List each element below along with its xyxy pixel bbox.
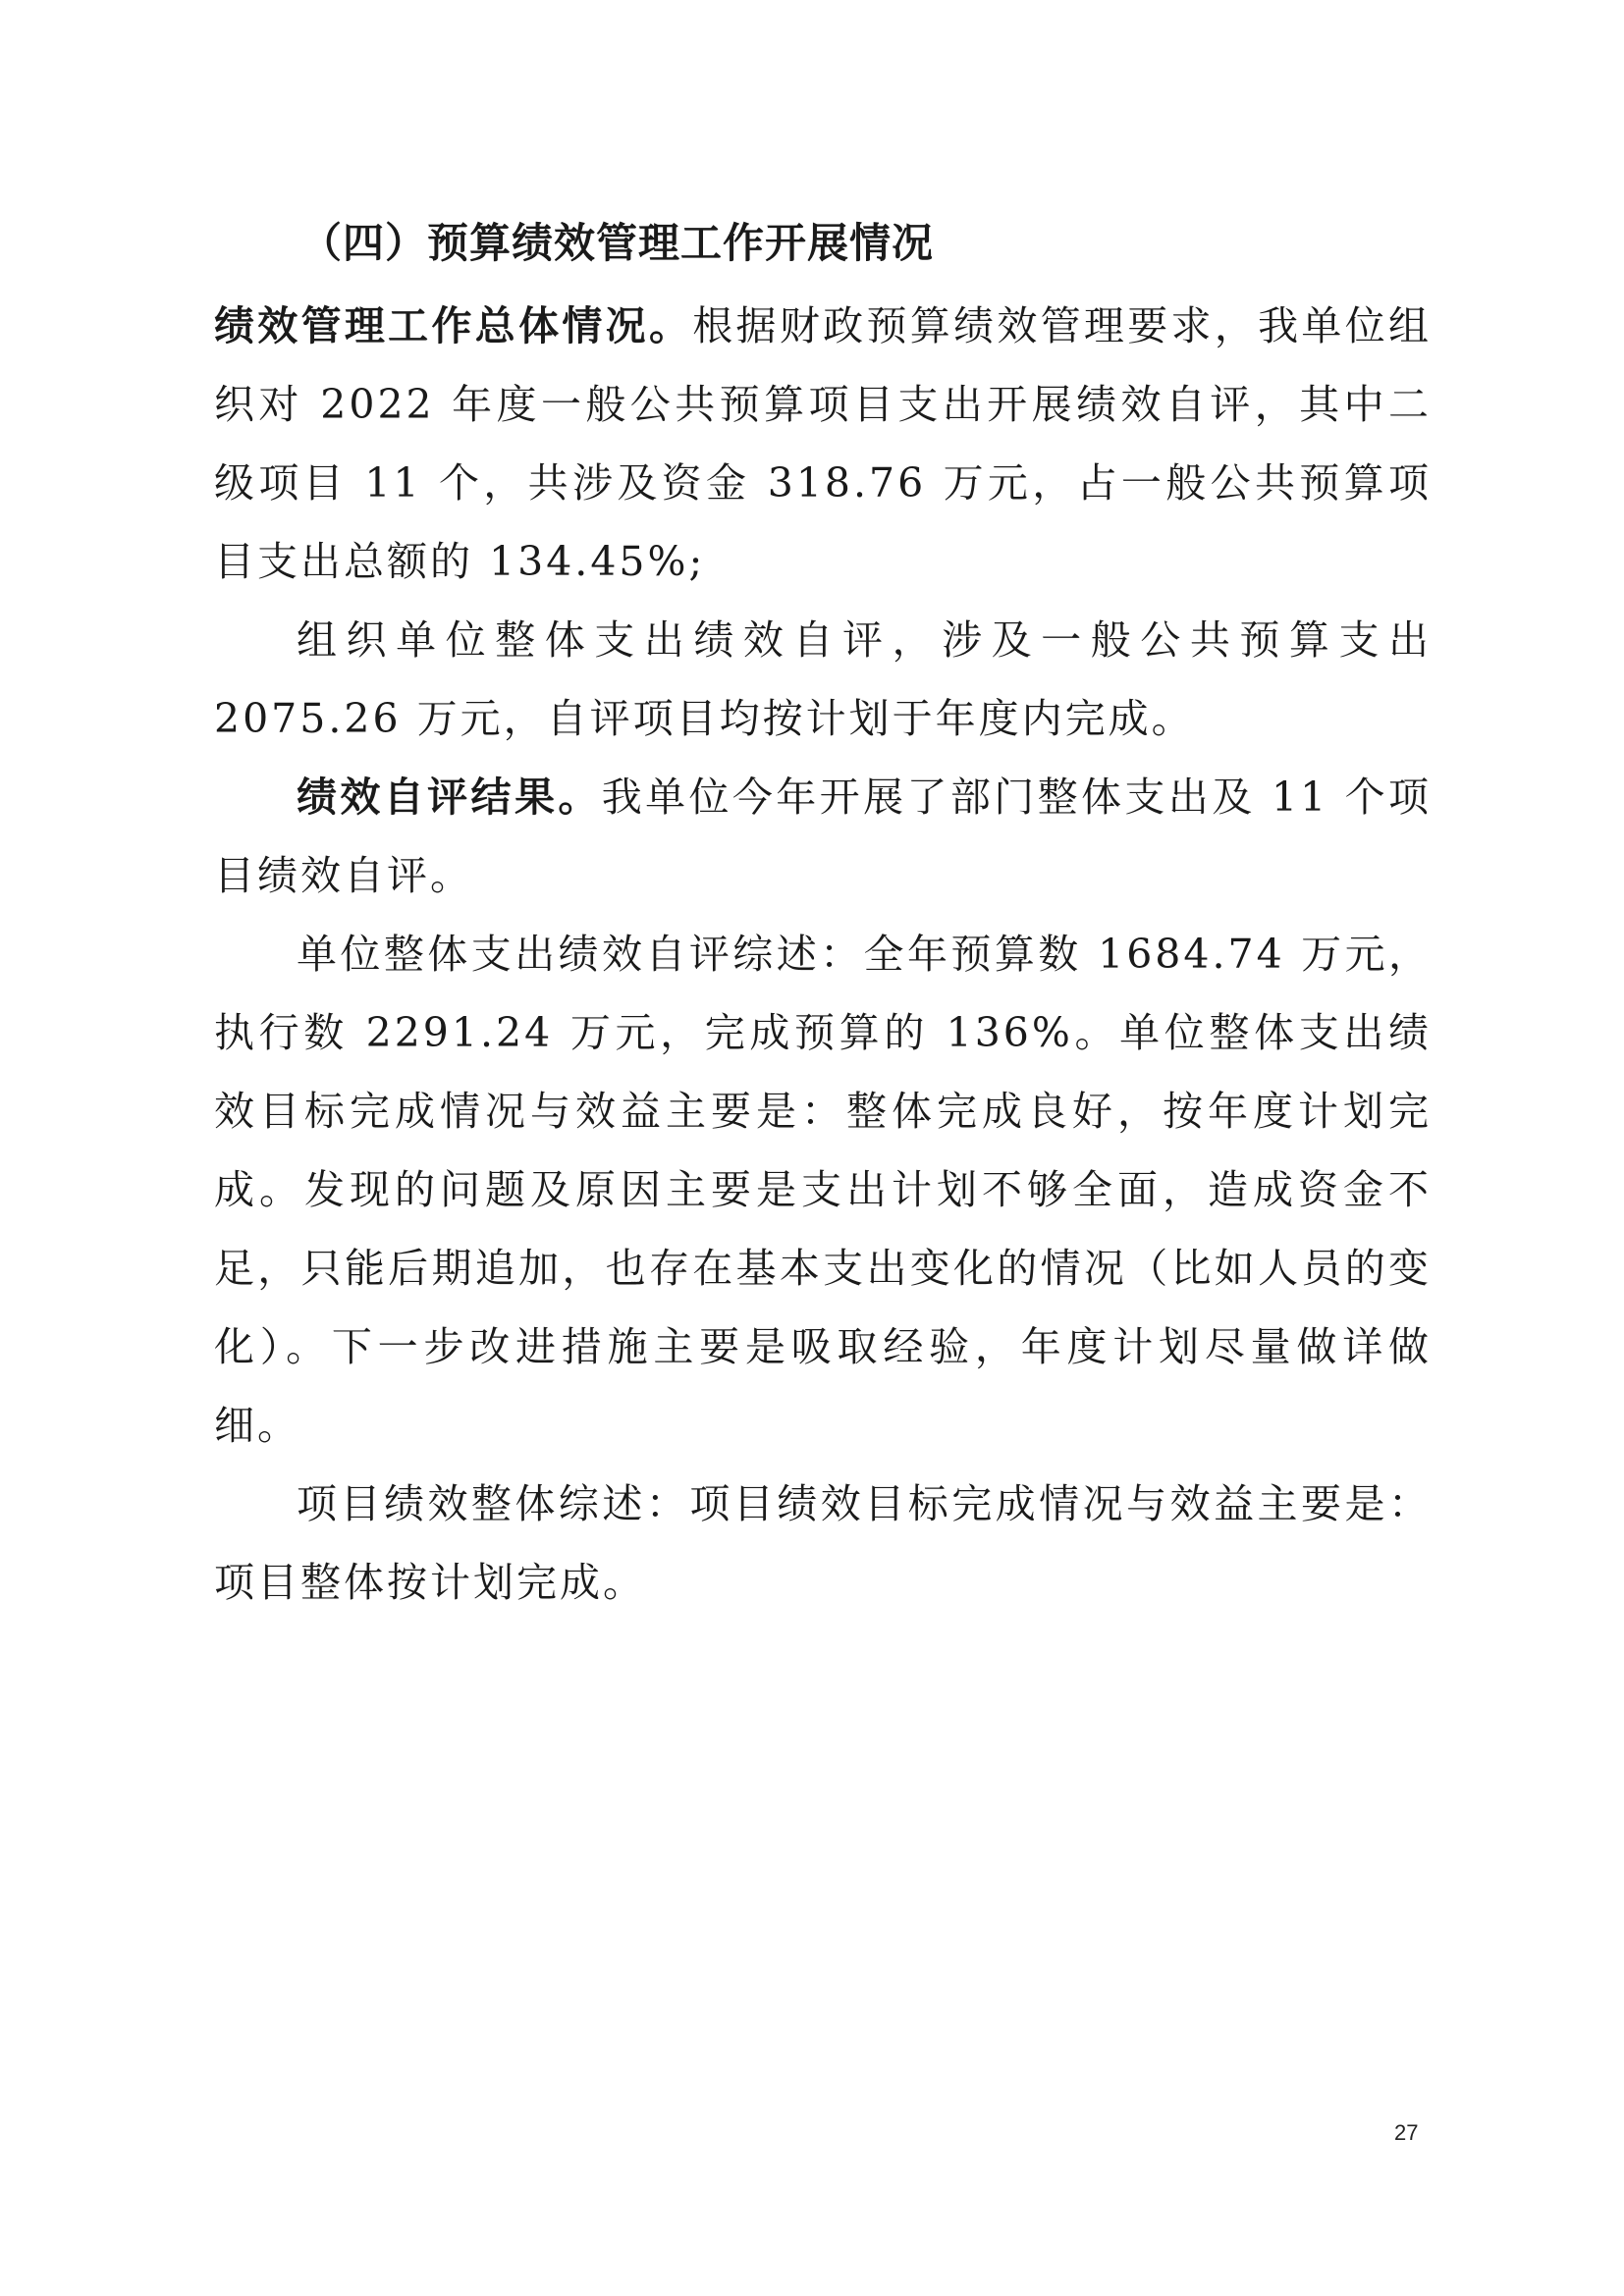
- paragraph-lead-results: 绩效自评结果。: [297, 774, 602, 821]
- paragraph-self-evaluation-results: [214, 758, 1432, 915]
- page-content: [214, 204, 1432, 1622]
- paragraph-lead-overview: 绩效管理工作总体情况。: [214, 302, 693, 349]
- paragraph-unit-self-evaluation: 组织单位整体支出绩效自评，涉及一般公共预算支出 2075.26 万元，自评项目均按计划于年度内完成。: [214, 616, 1432, 742]
- paragraph-unit-expenditure-summary: 单位整体支出绩效自评综述：全年预算数 1684.74 万元，执行数 2291.24 万元，完成预算的 136%。单位整体支出绩效目标完成情况与效益主要是：整体完成良好，按年度计划完成。发现的问题及原因主要是支出计划不够全面，造成资金不足，只能后期追加，也存在基本支出变化的情况（比如人员的变化）。下一步改进措施主要是吸取经验，年度计划尽量做详做细。: [214, 931, 1432, 1449]
- page-number: 27: [1394, 2120, 1419, 2145]
- paragraph-text-overview: 根据财政预算绩效管理要求，我单位组织对 2022 年度一般公共预算项目支出开展绩效自评，其中二级项目 11 个，共涉及资金 318.76 万元，占一般公共预算项目支出总额的 134.45%;: [214, 302, 1433, 585]
- paragraph-project-summary: 项目绩效整体综述：项目绩效目标完成情况与效益主要是：项目整体按计划完成。: [214, 1480, 1432, 1606]
- section-title: （四）预算绩效管理工作开展情况: [300, 219, 935, 267]
- paragraph-text-results: 我单位今年开展了部门整体支出及 11 个项目绩效自评。: [214, 774, 1432, 899]
- paragraph-performance-overview: [214, 287, 1432, 601]
